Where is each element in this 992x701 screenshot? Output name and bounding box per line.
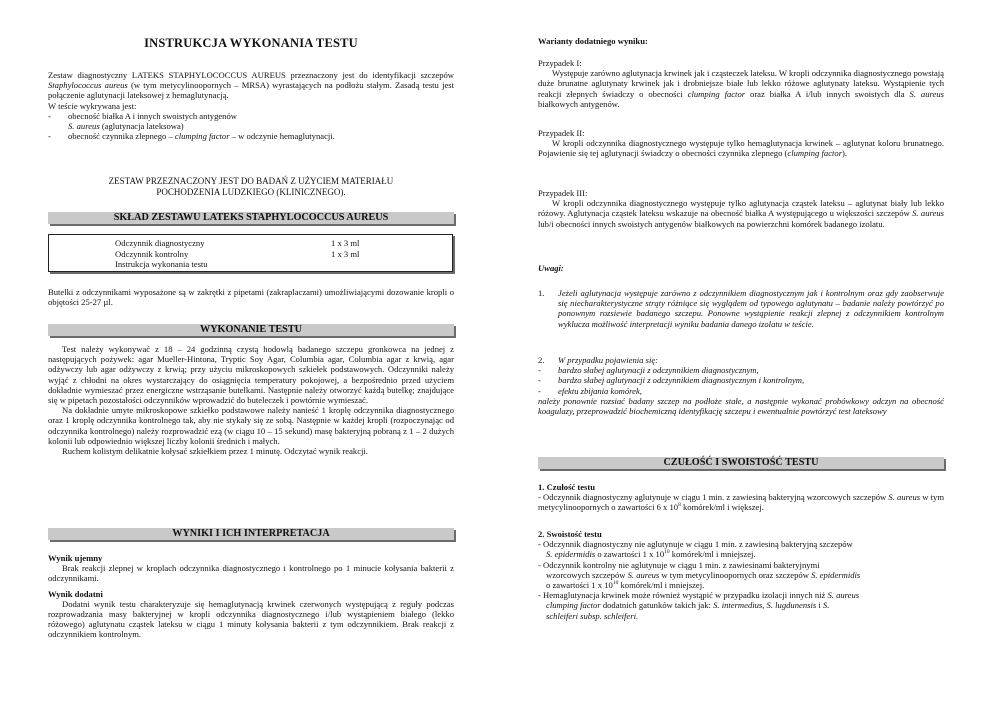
specificity-item-3-subspecies: schleiferi subsp. schleiferi. [546,610,639,621]
specificity-item-3-genus: S. [822,600,830,611]
positive-result-text: Dodatni wynik testu charakteryzuje się hemaglutynacją krwinek czerwonych występującą z reguły podczas rozprowadzania masy bakteryjnej w kropli odczynnika diagnostycznego i/lub wystąpieniem białego (lekko różowego) aglutynatu cząstek lateksu w ciągu 1 minuty kołysania bakterii z tym odczynnikiem. Brak reakcji z odczynnikiem kontrolnym. [48,598,454,640]
positive-result-title: Wynik dodatni [48,588,103,599]
note-1-text: Jeżeli aglutynacja występuje zarówno z odczynnikiem diagnostycznym jak i kontrolnym oraz gdy zaobserwuje się niecharakterystyczne strąty różniące się wyglądem od typowego aglutynatu – badanie należy powtórzyć po ponownym rozsiewie badanego szczepu. Ponowne wystąpienie reakcji zlepnej z odczynnikiem kontrolnym wyklucza możliwość interpretacji wyniku badania danego izolatu w teście. [558,288,944,329]
detect-item-1-rest: (aglutynacja lateksowa) [99,121,184,132]
document-title: INSTRUKCJA WYKONANIA TESTU [144,36,358,50]
procedure-paragraph-1: Test należy wykonywać z 18 – 24 godzinną czystą hodowlą badanego szczepu gronkowca na jednej z następujących pożywek: agar Mueller-Hintona, Tryptic Soy Agar, Columbia agar, Columbia agar z krwią, agar odżywczy lub agar odżywczy z krwią; przy użyciu mikroskopowych szkiełek podstawowych. Odczynniki należy wyjąć z chłodni na okres wystarczający do osiągnięcia temperatury pokojowej, a bezpośrednio przed użyciem dokładnie wymieszać przez energiczne wstrząsanie butelkami. Następnie należy otworzyć każdą butelkę; znajdujące się w pipetach pozostałości odczynników wprowadzić do buteleczek i powtórnie wymieszać. [48,344,454,406]
notes-title: Uwagi: [538,263,564,273]
case-1-text: Występuje zarówno aglutynacja krwinek jak i cząsteczek lateksu. W kropli odczynnika diagnostycznego powstają duże brunatne aglutynaty krwinek jak i drobniejsze białe lub lekko różowe aglutynaty lateksu. Wystąpienie tych reakcji złepnych świadczy o obecności [538,68,944,99]
note-2-item [538,386,944,396]
procedure-section-header: WYKONANIE TESTU [48,324,454,336]
sensitivity-section-header: CZUŁOŚĆ I SWOISTOŚĆ TESTU [538,457,944,469]
case-3-species: S. aureus [912,208,944,219]
case-1-text-3: białkowych antygenów. [538,98,620,109]
note-2-tail: należy ponownie rozsiać badany szczep na podłoże stałe, a następnie wykonać probówkowy odczyn na obecność koagulazy, przeprowadzić biochemiczną identyfikację szczepu i ewentualnie powtórzyć test lateksowy [538,395,944,417]
kit-section-header: SKŁAD ZESTAWU LATEKS STAPHYLOCOCCUS AUREUS [48,212,454,224]
kit-item-qty: 1 x 3 ml [331,248,360,259]
dash-marker: - [538,365,541,376]
case-2-text-end: ). [842,148,848,159]
case-1 [538,58,944,109]
note-1-number: 1. [538,288,545,298]
case-1-text-2: oraz białka A i/lub innych swoistych dla [745,88,910,99]
detect-item-2-italic: clumping factor [174,131,230,142]
sensitivity-text-2: w tym metycylinoopornych o zawartości 6 x 10 [538,492,944,513]
specificity-item-2-end: komórek/ml i mniejszej. [618,580,705,591]
note-1 [538,288,944,329]
sensitivity-text: - Odczynnik diagnostyczny aglutynuje w ciągu 1 min. z zawiesiną bakteryjną wzorcowych szczepów [538,492,889,503]
kit-item-name: Instrukcja wykonania testu [115,259,208,269]
detect-item-2 [48,131,454,141]
results-text [48,553,454,640]
intro-text: Zestaw diagnostyczny LATEKS STAPHYLOCOCCUS AUREUS przeznaczony jest do identyfikacji szczepów [48,70,454,80]
case-2-title: Przypadek II: [538,128,585,138]
dash-marker: - [538,385,541,396]
specificity-item-2: - Odczynnik kontrolny nie aglutynuje w ciągu 1 min. z zawiesinami bakteryjnymi [538,559,820,570]
specificity-item-1-species: S. epidermidis [546,549,596,560]
specificity-item-2-exponent: 10 [612,580,619,587]
sensitivity-text-3: komórek/ml i większej. [680,502,764,513]
case-3-text: W kropli odczynnika diagnostycznego występuje tylko aglutynacja cząstek lateksu – aglutynat biały lub lekko różowy. Aglutynacja cząstek lateksu wskazuje na obecność białka A występującego u większości szczepów [538,198,944,219]
case-3-title: Przypadek III: [538,188,588,198]
note-2-text: W przypadku pojawienia się: [558,355,659,365]
intro-species: Staphylococcus aureus [48,80,128,91]
detect-item-1-species: S. aureus [68,121,100,132]
kit-item-name: Odczynnik diagnostyczny [115,238,205,248]
kit-item-name: Odczynnik kontrolny [115,248,189,259]
case-2-text: W kropli odczynnika diagnostycznego występuje tylko hemaglutynacja krwinek – aglutynat koloru brunatnego. Pojawienie się tej aglutynacji świadczy o obecności czynnika zlepnego ( [538,138,944,159]
detect-line: W teście wykrywana jest: [48,100,137,111]
note-2-item [538,365,944,375]
specificity-item-3-conj: i [816,600,823,611]
intro-paragraph [48,70,454,141]
notice-line-2: POCHODZENIA LUDZKIEGO (KLINICZNEGO). [156,186,346,197]
specificity-item-3-species-list: S. intermedius, S. lugdunensis [713,600,817,611]
variants-title: Warianty dodatniego wyniku: [538,36,648,46]
specificity-block [538,529,944,621]
specificity-item-2-species-2: S. epidermidis [811,569,861,580]
sensitivity-title: 1. Czułość testu [538,482,596,492]
dash-marker: - [538,375,541,386]
intro-text-end: (w tym metycylinoopornych – MRSA) wyrastających na podłożu stałym. Zasadą testu jest połączenie aglutynacji lateksowej z hemaglutynacją. [48,80,454,101]
detect-item-2-text: obecność czynnika zlepnego – [68,131,175,142]
sensitivity-block [538,482,944,513]
note-2-item-text: bardzo słabej aglutynacji z odczynnikiem diagnostycznym, [558,365,759,376]
bottles-paragraph: Butelki z odczynnikami wyposażone są w zakrętki z pipetami (zakraplaczami) umożliwiającymi dozowanie kropli o objętości 25-27 µl. [48,287,454,308]
specificity-item-1-text: o zawartości 1 x 10 [595,549,665,560]
specificity-title: 2. Swoistość testu [538,529,602,539]
case-3 [538,188,944,229]
results-section-header: WYNIKI I ICH INTERPRETACJA [48,528,454,540]
specificity-item-1: - Odczynnik diagnostyczny nie aglutynuje w ciągu 1 min. z zawiesiną bakteryjną szczepów [538,539,853,550]
kit-item-qty: 1 x 3 ml [331,238,360,248]
notice-block [48,176,454,197]
detect-item-2-rest: – w odczynie hemaglutynacji. [229,131,335,142]
case-2 [538,128,944,159]
note-2-item-text: bardzo słabej aglutynacji z odczynnikiem diagnostycznym i kontrolnym, [558,375,805,386]
note-2-item [538,375,944,385]
specificity-item-3: - Hemaglutynacja krwinek może również wystąpić w przypadku izolacji innych niż [538,590,828,601]
negative-result-text: Brak reakcji zlepnej w kroplach odczynnika diagnostycznego i kontrolnego po 1 minucie kołysania bakterii z odczynnikami. [48,563,454,584]
case-1-species: S. aureus [909,88,944,99]
specificity-item-2-text-3: o zawartości 1 x 10 [546,580,613,591]
detect-item-1 [48,111,454,131]
note-2-item-text: efektu zbijania komórek, [558,385,642,396]
specificity-item-1-end: komórek/ml i mniejszej. [669,549,756,560]
specificity-item-3-species: S. aureus [827,590,860,601]
specificity-item-3-italic: clumping factor [546,600,601,611]
case-1-italic: clumping factor [687,88,746,99]
specificity-item-2-species: S. aureus [627,569,660,580]
kit-contents-box [48,234,453,272]
negative-result-title: Wynik ujemny [48,553,103,563]
note-2-number: 2. [538,355,545,365]
dash-marker: - [48,131,51,142]
case-3-text-end: lub/i obecności innych swoistych antygenów białkowych na powierzchni komórek badanego izolatu. [538,218,885,229]
specificity-item-1-exponent: 10 [664,549,670,556]
procedure-text [48,344,454,456]
sensitivity-exponent: 8 [678,502,681,509]
case-1-title: Przypadek I: [538,58,582,68]
procedure-paragraph-3: Ruchem kolistym delikatnie kołysać szkiełkiem przez 1 minutę. Odczytać wynik reakcji. [62,446,368,457]
case-2-italic: clumping factor [787,148,843,159]
sensitivity-species: S. aureus [888,492,921,503]
specificity-item-2-text: wzorcowych szczepów [546,569,628,580]
note-2 [538,355,944,416]
detect-item-1-text: obecność białka A i innych swoistych antygenów [68,110,237,121]
specificity-item-2-text-2: w tym metycylinoopornych oraz szczepów [659,569,812,580]
specificity-item-3-text: dodatnich gatunków takich jak: [600,600,714,611]
procedure-paragraph-2: Na dokładnie umyte mikroskopowe szkiełko podstawowe należy nanieść 1 kroplę odczynnika diagnostycznego oraz 1 kroplę odczynnika kontrolnego tak, aby nie stykały się ze sobą. Następnie w każdej kropli (rozpoczynając od odczynnika kontrolnego) należy rozprowadzić ezą (w ciągu 10 – 15 sekund) masę bakteryjną pobraną z 1 – 2 dużych kolonii lub odpowiednio większej liczby kolonii średnich i małych. [48,405,454,446]
notice-line-1: ZESTAW PRZEZNACZONY JEST DO BADAŃ Z UŻYCIEM MATERIAŁU [108,176,394,186]
dash-marker: - [48,110,51,121]
